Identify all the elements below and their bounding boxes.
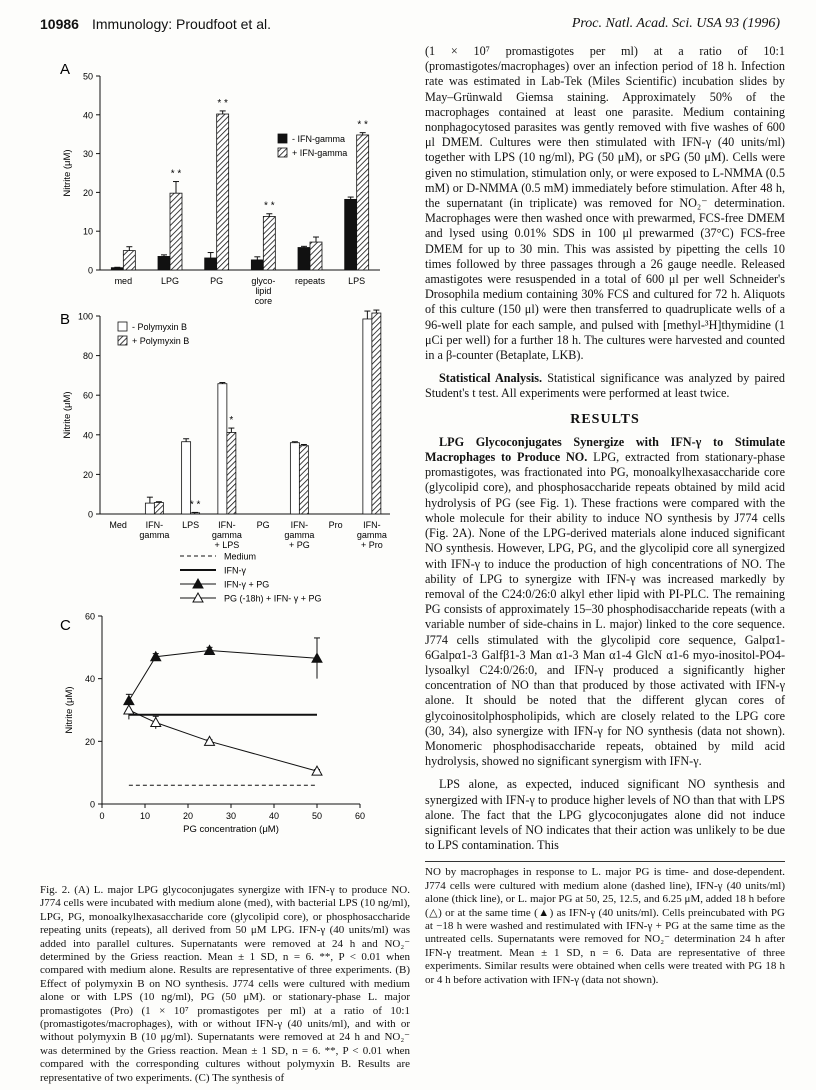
panel-label: A: [60, 61, 71, 78]
x-tick-label: + PG: [288, 540, 310, 550]
legend-entry: - IFN-gamma: [292, 134, 346, 144]
data-point: [205, 645, 215, 654]
bar: [345, 199, 357, 270]
y-tick-label: 0: [87, 265, 93, 276]
y-tick-label: 0: [89, 799, 95, 810]
x-tick-label: med: [114, 276, 133, 286]
legend-entry: IFN-γ + PG: [224, 579, 270, 590]
x-tick-label: Med: [109, 520, 127, 530]
bar: [170, 193, 182, 270]
bar: [111, 268, 123, 270]
data-point: [124, 705, 134, 714]
x-tick-label: PG: [210, 276, 224, 286]
legend-entry: + Polymyxin B: [132, 336, 190, 346]
bar: [145, 503, 154, 514]
x-tick-label: 0: [99, 811, 105, 821]
bar: [372, 313, 381, 514]
bar: [227, 432, 236, 514]
y-axis-label: Nitrite (μM): [62, 391, 73, 439]
y-tick-label: 80: [82, 351, 93, 362]
bar: [363, 319, 372, 514]
y-tick-label: 100: [77, 311, 93, 322]
right-column: [425, 44, 785, 1074]
legend-swatch: [278, 134, 287, 143]
y-tick-label: 40: [82, 430, 93, 441]
bar: [310, 242, 322, 270]
data-point: [151, 718, 161, 727]
x-tick-label: IFN-: [363, 520, 381, 530]
significance-marker: * *: [170, 168, 182, 180]
legend-entry: PG (-18h) + IFN- γ + PG: [224, 593, 322, 604]
journal-citation: Proc. Natl. Acad. Sci. USA 93 (1996): [571, 16, 780, 31]
legend-entry: Medium: [224, 551, 257, 562]
bar: [191, 513, 200, 514]
x-tick-label: 30: [225, 811, 237, 821]
statistical-analysis-heading: Statistical Analysis.: [439, 371, 543, 386]
bar: [218, 384, 227, 514]
y-tick-label: 20: [84, 736, 95, 747]
statistical-analysis-text: Statistical significance was analyzed by paired Student's t test. All experiments were performed at least twice.: [425, 371, 785, 401]
x-tick-label: repeats: [294, 276, 326, 286]
bar: [123, 251, 135, 270]
bar: [251, 260, 263, 270]
statistical-analysis-paragraph: [425, 371, 785, 401]
page-header: [40, 16, 780, 36]
x-tick-label: lipid: [255, 286, 272, 296]
x-tick-label: glyco-: [251, 276, 276, 286]
bar: [299, 446, 308, 514]
chart-panel-a: [40, 44, 410, 306]
x-tick-label: 40: [268, 811, 280, 821]
x-tick-label: Pro: [328, 520, 343, 530]
y-tick-label: 30: [82, 149, 93, 160]
bar: [158, 256, 170, 270]
x-tick-label: IFN-: [290, 520, 309, 530]
panel-label: B: [60, 311, 71, 328]
left-column: [40, 44, 410, 1084]
x-axis-label: PG concentration (μM): [183, 824, 279, 835]
x-tick-label: LPS: [348, 276, 366, 286]
results-paragraph-2: LPS alone, as expected, induced significant NO synthesis and synergized with IFN-γ to produce higher levels of NO than that with LPS alone. The fact that the LPG glycoconjugates alone did not induce significant levels of NO indicates that their action was unlikely to be due to LPS contamination. This: [425, 777, 785, 853]
figure-2: [40, 44, 410, 834]
legend-entry: + IFN-gamma: [292, 148, 348, 158]
x-tick-label: gamma: [284, 530, 315, 540]
figure-caption-label: Fig. 2.: [40, 884, 70, 896]
y-tick-label: 40: [82, 110, 93, 121]
y-tick-label: 50: [82, 71, 93, 82]
bar: [154, 503, 163, 514]
figure-caption: [40, 884, 410, 1085]
y-axis-label: Nitrite (μM): [62, 149, 73, 197]
x-tick-label: IFN-: [218, 520, 236, 530]
significance-marker: * *: [217, 97, 228, 109]
x-tick-label: LPS: [182, 520, 200, 530]
x-tick-label: 20: [182, 811, 194, 821]
y-tick-label: 20: [82, 187, 93, 198]
x-tick-label: + Pro: [360, 540, 383, 550]
chart-panel-c: [40, 544, 410, 834]
results-paragraph-1: [425, 435, 785, 769]
y-axis-label: Nitrite (μM): [64, 686, 75, 734]
bar: [298, 247, 310, 270]
results-paragraph-1-text: LPG, extracted from stationary-phase promastigotes, was fractionated into PG, monoalkylhexasaccharide core (glycolipid core), and phosphosaccharide repeats obtained by mild acid hydrolysis of PG (see Fig. 1). These fractions were compared with the whole molecule for their ability to induce NO synthesis by J774 cells (Fig. 2A). None of the LPG-derived materials alone induced significant NO synthesis. However, LPG, PG, and the glycolipid core all synergized with IFN-γ to induce the production of high concentrations of NO. The ability of LPG to synergize with IFN-γ was increased markedly by removal of the C24:0/26:0 alkyl ether lipid with PI-PLC. The remaining PG consists of approximately 15–30 phosphodisaccharide repeats (with a variable number of side-chains in L. major) linked to the core sequence. J774 cells stimulated with the glycolipid core sequence, Galpα1-6Galpα1-3 Galfβ1-3 Man α1-3 Man α1-4 GlcN α1-6 myo-inositol-PO4-lysoalkyl C24:0/26:0, and IFN-γ produced a significantly higher concentration of NO than that produced by those activated with IFN-γ alone. It should be noted that the different glycan cores of glycoinositolphospholipids, which are closely related to the LPG core (30, 34), also synergize with IFN-γ for NO synthesis (data not shown). Monomeric phosphodisaccharide repeats, obtained by mild acid hydrolysis, showed no significant synergism with IFN-γ.: [425, 450, 785, 769]
significance-marker: * *: [264, 200, 275, 212]
data-point: [205, 736, 215, 745]
bar: [217, 114, 229, 270]
x-tick-label: PG: [256, 520, 270, 530]
results-subheading: LPG Glycoconjugates Synergize with IFN-γ to Stimulate Macrophages to Produce NO.: [425, 434, 785, 465]
x-tick-label: + LPS: [214, 540, 240, 550]
running-head-section: Immunology: Proudfoot et al.: [92, 16, 271, 32]
y-tick-label: 40: [84, 674, 95, 685]
bar: [205, 258, 217, 270]
y-tick-label: 10: [82, 226, 93, 237]
results-heading: RESULTS: [570, 411, 640, 427]
x-tick-label: 60: [354, 811, 366, 821]
significance-marker: *: [229, 415, 234, 427]
x-tick-label: gamma: [211, 530, 242, 540]
methods-paragraph: (1 × 10⁷ promastigotes per ml) at a ratio of 10:1 (promastigotes/macrophages) over an infection period of 18 h. Infection rate was estimated in Lab-Tek (Miles Scientific) incubation slides by May–Grünwald Giemsa staining. Approximately 50% of the macrophages contained at least one parasite. Medium containing nonphagocytosed parasites was gently removed with five washes of 600 μl DMEM. Cultures were then stimulated with IFN-γ (40 units/ml) together with LPS (10 ng/ml), PG (50 μM), or sPG (50 μM). Cells were given no stimulation, stimulation only, or were exposed to L-NMMA (0.5 mM) or D-NMMA (0.5 mM) immediately before stimulation. After 48 h, the supernatant (in triplicate) was removed for NO₂⁻ determination. Macrophages were then washed once with prewarmed, FCS-free DMEM and lysed using 0.01% SDS in 100 μl prewarmed (37°C) FCS-free DMEM for up to 30 min. This was assisted by pipetting the cells 10 times followed by three passages through a 26 gauge needle. Released amastigotes were resuspended in a total of 600 μl per well Schneider's Drosophila medium containing 30% FCS and cultured for 72 h. Aliquots of this culture (150 μl) were then transferred to quadruplicate wells of a 96-well plate for each sample, and pulsed with [methyl-³H]thymidine (1 μCi per well) for a further 18 h. The cultures were harvested and counted in a β-counter (Betaplate, LKB).: [425, 44, 785, 363]
bar: [263, 216, 275, 270]
figure-caption-continued: NO by macrophages in response to L. major PG is time- and dose-dependent. J774 cells were cultured with medium alone (dashed line), IFN-γ (40 units/ml) alone (thick line), or L. major PG at 50, 25, 12.5, and 6.25 μM, added 18 h before (△) or at the same time (▲) as IFN-γ (40 units/ml). Cells preincubated with PG at −18 h were washed and restimulated with IFN-γ + PG at the same time as the untreated cells. Supernatants were removed for NO₂⁻ determination 24 h after IFN-γ treatment. Mean ± 1 SD, n = 6. Data are representative of three experiments. Similar results were obtained when cells were treated with PG 18 h or 4 h before activation with IFN-γ (data not shown).: [425, 861, 785, 987]
x-tick-label: 50: [311, 811, 323, 821]
panel-label: C: [60, 617, 71, 634]
legend-swatch: [118, 322, 127, 331]
page-number: 10986: [40, 16, 79, 32]
legend-entry: IFN-γ: [224, 565, 246, 576]
y-tick-label: 20: [82, 469, 93, 480]
significance-marker: * *: [189, 499, 201, 511]
x-tick-label: gamma: [356, 530, 387, 540]
y-tick-label: 0: [87, 509, 93, 520]
x-tick-label: 10: [139, 811, 151, 821]
bar: [290, 443, 299, 514]
bar: [357, 135, 369, 270]
x-tick-label: core: [254, 296, 273, 306]
y-tick-label: 60: [82, 390, 93, 401]
significance-marker: * *: [357, 119, 368, 131]
y-tick-label: 60: [84, 611, 95, 622]
x-tick-label: gamma: [139, 530, 170, 540]
legend-swatch: [278, 148, 287, 157]
legend-swatch: [118, 336, 127, 345]
x-tick-label: LPG: [160, 276, 180, 286]
x-tick-label: IFN-: [145, 520, 164, 530]
legend-entry: - Polymyxin B: [132, 322, 188, 332]
chart-panel-b: [40, 294, 410, 550]
figure-caption-text: (A) L. major LPG glycoconjugates synergize with IFN-γ to produce NO. J774 cells were incubated with medium alone (med), with bacterial LPS (10 ng/ml), LPG, PG, monoalkylhexasaccharide core (glycolipid core), or phosphosaccharide repeating units (repeats), all derived from 50 μM LPG. IFN-γ (40 units/ml) was added into parallel cultures. Supernatants were removed at 24 h and NO₂⁻ determined by the Griess reaction. Mean ± 1 SD, n = 6. **, P < 0.01 when compared with medium alone. Results are representative of three experiments. (B) Effect of polymyxin B on NO synthesis. J774 cells were cultured with medium alone or with LPS (10 ng/ml), PG (50 μM). or stationary-phase L. major promastigotes (Pro) (1 × 10⁷ promastigotes per ml) at a ratio of 10:1 (promastigotes/macrophages), with or without IFN-γ (40 units/ml), and with or without polymyxin B (10 μg/ml). Supernatants were removed at 24 h and NO₂⁻ was determined by the Griess reaction. Mean ± 1 SD, n = 6. **, P < 0.01 when compared with the corresponding cultures without polymyxin B. Results are representative of two experiments. (C) The synthesis of: [40, 884, 410, 1084]
